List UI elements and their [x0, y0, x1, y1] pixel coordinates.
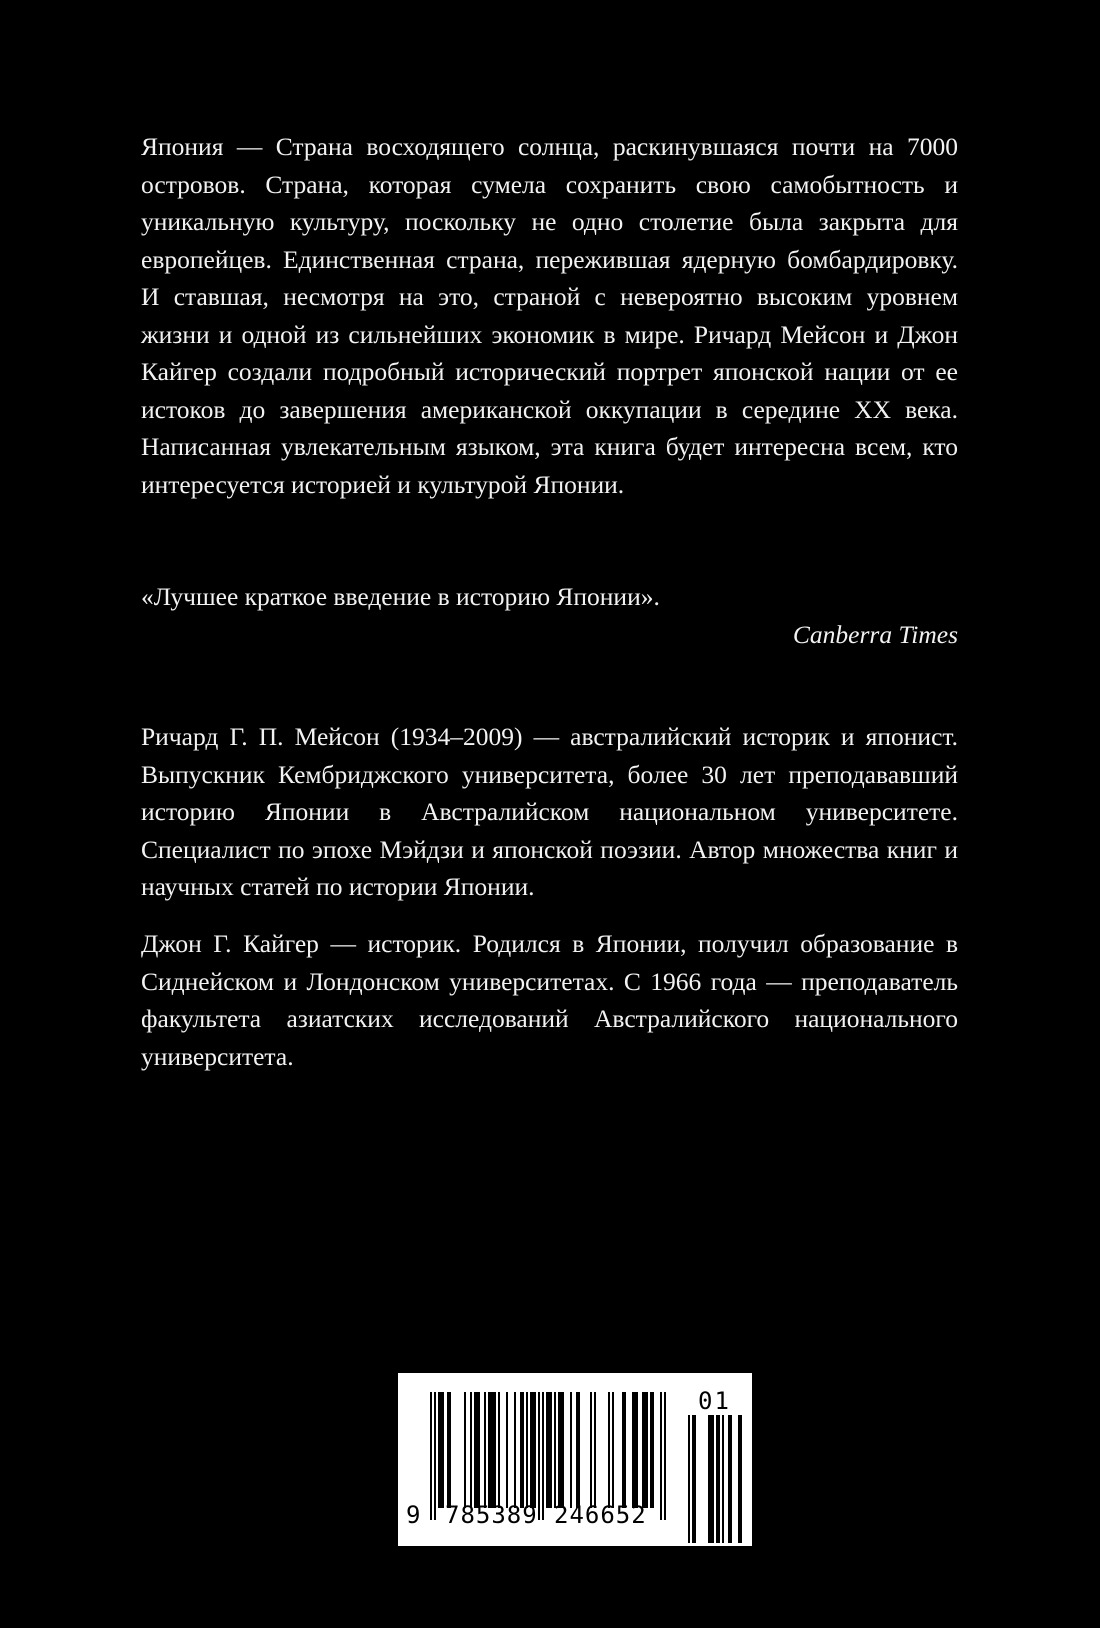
- barcode-right-digits: 246652: [554, 1501, 647, 1529]
- barcode-addon-digits: 01: [698, 1387, 731, 1415]
- author-bio-text: Джон Г. Кайгер — историк. Родился в Японии, получил образование в Сиднейском и Лондонском университетах. С 1966 года — преподаватель факультета азиатских исследований Австралийского национального университета.: [141, 929, 958, 1071]
- quote-source: Canberra Times: [792, 619, 958, 649]
- barcode-bars-icon: [398, 1373, 752, 1546]
- quote-text: «Лучшее краткое введение в историю Японии».: [141, 582, 660, 611]
- barcode-first-digit: 9: [406, 1501, 421, 1529]
- author-bio-mason: [141, 718, 958, 906]
- review-quote: [141, 578, 958, 653]
- isbn-barcode: [398, 1373, 752, 1546]
- author-bio-text: Ричард Г. П. Мейсон (1934–2009) — австралийский историк и японист. Выпускник Кембриджского университета, более 30 лет преподававший историю Японии в Австралийском национальном университете. Специалист по эпохе Мэйдзи и японской поэзии. Автор множества книг и научных статей по истории Японии.: [141, 722, 958, 901]
- author-bio-kaiger: [141, 925, 958, 1075]
- description-paragraph: Япония — Страна восходящего солнца, раскинувшаяся почти на 7000 островов. Страна, которая сумела сохранить свою самобытность и уникальную культуру, поскольку не одно столетие была закрыта для европейцев. Единственная страна, пережившая ядерную бомбардировку. И ставшая, несмотря на это, страной с невероятно высоким уровнем жизни и одной из сильнейших экономик в мире. Ричард Мейсон и Джон Кайгер создали подробный исторический портрет японской нации от ее истоков до завершения американской оккупации в середине XX века. Написанная увлекательным языком, эта книга будет интересна всем, кто интересуется историей и культурой Японии.: [141, 132, 958, 499]
- barcode-left-digits: 785389: [445, 1501, 538, 1529]
- book-description: [141, 128, 958, 503]
